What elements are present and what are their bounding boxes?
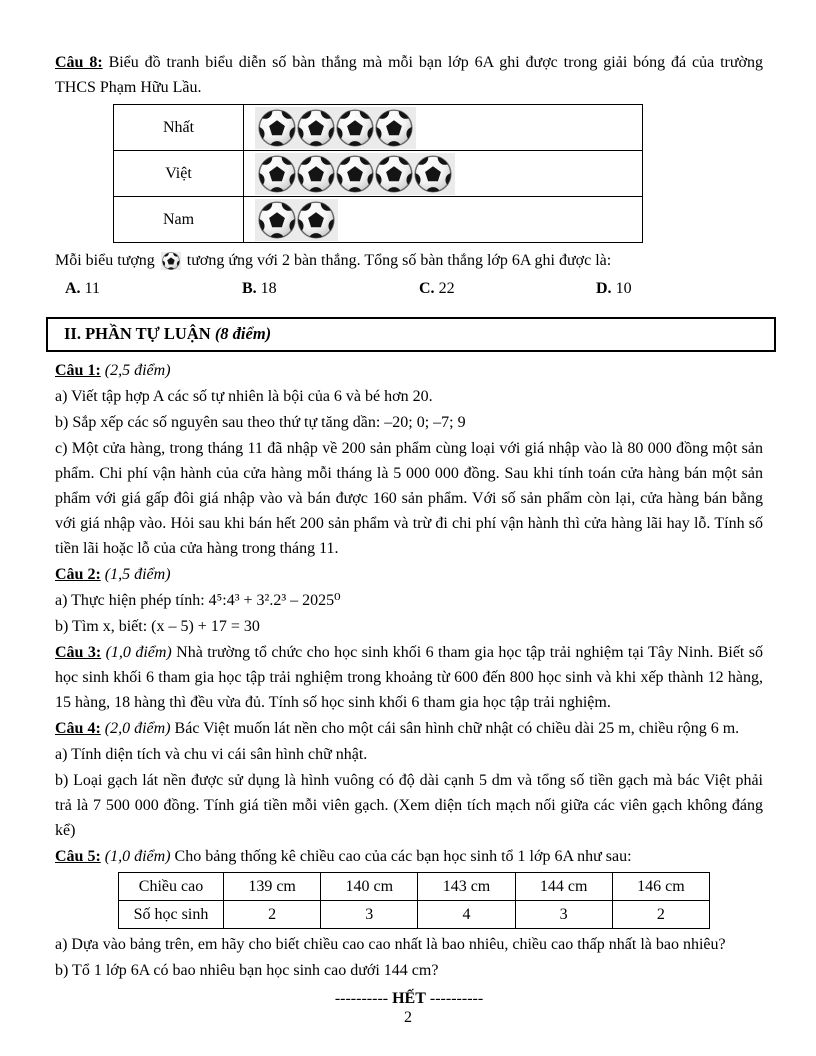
section-title: II. PHẦN TỰ LUẬN [64, 324, 211, 343]
height-table-cell: 146 cm [612, 873, 709, 901]
ball-strip [255, 107, 416, 149]
end-dashes-right: ---------- [429, 990, 484, 1007]
soccer-ball-icon [258, 109, 296, 147]
soccer-ball-icon [336, 109, 374, 147]
option-d-letter: D. [596, 280, 612, 297]
answer-options-row [55, 276, 763, 301]
height-table [118, 872, 710, 929]
pictogram-row-symbols [244, 105, 643, 151]
soccer-ball-icon [375, 155, 413, 193]
question-4-label: Câu 4: [55, 720, 101, 737]
question-3-label: Câu 3: [55, 644, 102, 661]
question-1-part-b: b) Sắp xếp các số nguyên sau theo thứ tự tăng dần: –20; 0; –7; 9 [55, 414, 466, 431]
question-1-part-a: a) Viết tập hợp A các số tự nhiên là bội của 6 và bé hơn 20. [55, 388, 433, 405]
pictogram-row-symbols [244, 151, 643, 197]
height-table-cell: 143 cm [418, 873, 515, 901]
height-table-cell: 139 cm [224, 873, 321, 901]
question-8-label: Câu 8: [55, 54, 103, 71]
ball-strip [255, 153, 455, 195]
question-1 [55, 358, 763, 561]
height-table-cell: 3 [321, 901, 418, 929]
pictogram-table [113, 104, 643, 243]
question-8-text: Biểu đồ tranh biểu diễn số bàn thắng mà mỗi bạn lớp 6A ghi được trong giải bóng đá của trường THCS Phạm Hữu Lầu. [55, 54, 764, 96]
question-2-part-a: a) Thực hiện phép tính: 4⁵:4³ + 3².2³ – 2025⁰ [55, 592, 341, 609]
question-4 [55, 716, 763, 843]
height-table-cell: 4 [418, 901, 515, 929]
legend-text-before: Mỗi biểu tượng [55, 252, 155, 269]
question-2-label: Câu 2: [55, 566, 101, 583]
section-points: (8 điểm) [214, 324, 272, 343]
pictogram-legend [55, 248, 763, 273]
height-table-cell: 144 cm [515, 873, 612, 901]
soccer-ball-icon [414, 155, 452, 193]
question-1-label: Câu 1: [55, 362, 101, 379]
question-3-text: Nhà trường tổ chức cho học sinh khối 6 tham gia học tập trải nghiệm tại Tây Ninh. Biết số học sinh khối 6 tham gia học tập trải nghiệm trong khoảng từ 600 đến 800 học sinh và khi xếp thành 12 hàng, 15 hàng, 18 hàng thì đều vừa đủ. Tính số học sinh khối 6 tham gia học tập trải nghiệm. [55, 644, 764, 711]
option-a-value: 11 [84, 280, 100, 297]
height-table-cell: Số học sinh [119, 901, 224, 929]
question-2 [55, 562, 763, 639]
option-d-value: 10 [615, 280, 632, 297]
question-5-label: Câu 5: [55, 848, 101, 865]
option-b-value: 18 [260, 280, 277, 297]
question-1-heading [55, 358, 763, 383]
option-c-value: 22 [438, 280, 455, 297]
section-header [46, 317, 776, 352]
soccer-ball-icon [297, 109, 335, 147]
height-table-header-row [119, 873, 710, 901]
option-a-letter: A. [65, 280, 81, 297]
legend-ball [161, 252, 181, 270]
option-c [409, 276, 586, 301]
question-2-part-b: b) Tìm x, biết: (x – 5) + 17 = 30 [55, 618, 260, 635]
question-5-part-a: a) Dựa vào bảng trên, em hãy cho biết chiều cao cao nhất là bao nhiêu, chiều cao thấp nhất là bao nhiêu? [55, 936, 726, 953]
question-2-points: (1,5 điểm) [104, 566, 171, 583]
question-2-heading [55, 562, 763, 587]
pictogram-row [114, 151, 643, 197]
question-4-part-b: b) Loại gạch lát nền được sử dụng là hình vuông có độ dài cạnh 5 dm và tổng số tiền gạch mà bác Việt phải trả là 7 500 000 đồng. Tính giá tiền mỗi viên gạch. (Xem diện tích mạch nối giữa các viên gạch không đáng kể) [55, 772, 763, 839]
option-c-letter: C. [419, 280, 435, 297]
pictogram-row-symbols [244, 197, 643, 243]
end-dashes-left: ---------- [334, 990, 389, 1007]
question-1-points: (2,5 điểm) [104, 362, 171, 379]
height-table-cell: 2 [224, 901, 321, 929]
height-table-cell: 2 [612, 901, 709, 929]
pictogram-row [114, 105, 643, 151]
question-5-paragraph [55, 844, 763, 869]
soccer-ball-icon [336, 155, 374, 193]
question-4-paragraph [55, 716, 763, 741]
question-1-part-c: c) Một cửa hàng, trong tháng 11 đã nhập về 200 sản phẩm cùng loại với giá nhập vào là 80 000 đồng một sản phẩm. Chi phí vận hành của cửa hàng mỗi tháng là 5 000 000 đồng. Sau khi tính toán cửa hàng bán một sản phẩm với giá gấp đôi giá nhập vào và bán được 160 sản phẩm. Với số sản phẩm còn lại, cửa hàng bán bằng với giá nhập vào. Hỏi sau khi bán hết 200 sản phẩm và trừ đi chi phí vận hành thì cửa hàng lãi hay lỗ. Tính số tiền lãi hoặc lỗ của cửa hàng trong tháng 11. [55, 440, 763, 557]
end-label: HẾT [392, 990, 426, 1007]
pictogram-row-label: Nhất [114, 105, 244, 151]
soccer-ball-icon [375, 109, 413, 147]
height-table-cell: 140 cm [321, 873, 418, 901]
option-a [55, 276, 232, 301]
question-5-text: Cho bảng thống kê chiều cao của các bạn học sinh tổ 1 lớp 6A như sau: [174, 848, 632, 865]
soccer-ball-icon [297, 201, 335, 239]
question-5 [55, 844, 763, 983]
height-table-cell: 3 [515, 901, 612, 929]
question-4-points: (2,0 điểm) [104, 720, 171, 737]
question-3 [55, 640, 763, 715]
pictogram-row [114, 197, 643, 243]
pictogram-row-label: Nam [114, 197, 244, 243]
legend-text-after: tương ứng với 2 bàn thắng. Tổng số bàn thắng lớp 6A ghi được là: [186, 252, 612, 269]
height-table-cell: Chiều cao [119, 873, 224, 901]
question-8-intro [55, 50, 763, 100]
page-number: 2 [404, 1009, 412, 1026]
height-table-data-row [119, 901, 710, 929]
option-d [586, 276, 763, 301]
soccer-ball-icon [162, 252, 180, 270]
option-b-letter: B. [242, 280, 257, 297]
question-3-points: (1,0 điểm) [105, 644, 172, 661]
question-4-part-a: a) Tính diện tích và chu vi cái sân hình chữ nhật. [55, 746, 368, 763]
question-4-text: Bác Việt muốn lát nền cho một cái sân hình chữ nhật có chiều dài 25 m, chiều rộng 6 m. [174, 720, 740, 737]
question-5-part-b: b) Tổ 1 lớp 6A có bao nhiêu bạn học sinh cao dưới 144 cm? [55, 962, 439, 979]
ball-strip [255, 199, 338, 241]
question-3-paragraph [55, 640, 763, 715]
soccer-ball-icon [258, 155, 296, 193]
option-b [232, 276, 409, 301]
soccer-ball-icon [297, 155, 335, 193]
soccer-ball-icon [258, 201, 296, 239]
question-5-points: (1,0 điểm) [104, 848, 171, 865]
pictogram-row-label: Việt [114, 151, 244, 197]
